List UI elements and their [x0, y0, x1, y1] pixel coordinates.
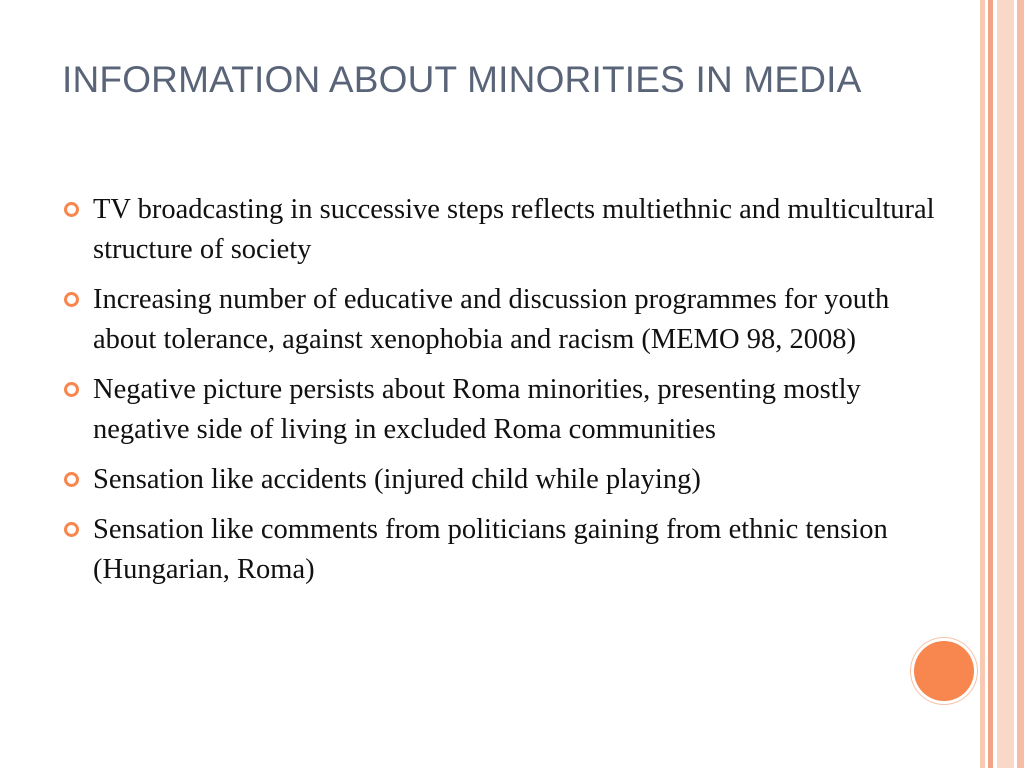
bullet-text: Increasing number of educative and discussion programmes for youth about tolerance, against xenophobia and racism (MEMO 98, 2008)	[93, 284, 890, 355]
bullet-item	[62, 370, 942, 450]
bullet-text: Sensation like accidents (injured child while playing)	[93, 464, 701, 495]
bullet-item	[62, 460, 942, 500]
ring-bullet-icon	[64, 382, 79, 397]
bullet-item	[62, 510, 942, 590]
ring-bullet-icon	[64, 472, 79, 487]
bullet-item	[62, 190, 942, 270]
decorative-stripe	[997, 0, 1014, 768]
bullet-item	[62, 280, 942, 360]
bullet-text: Sensation like comments from politicians gaining from ethnic tension (Hungarian, Roma)	[93, 514, 888, 585]
bullet-list	[62, 190, 942, 600]
orange-circle-decoration	[914, 641, 974, 701]
bullet-text: Negative picture persists about Roma minorities, presenting mostly negative side of living in excluded Roma communities	[93, 374, 861, 445]
ring-bullet-icon	[64, 292, 79, 307]
ring-bullet-icon	[64, 522, 79, 537]
slide-title: INFORMATION ABOUT MINORITIES IN MEDIA	[62, 59, 862, 100]
decorative-stripe	[1017, 0, 1024, 768]
ring-bullet-icon	[64, 202, 79, 217]
bullet-text: TV broadcasting in successive steps reflects multiethnic and multicultural structure of society	[93, 194, 935, 265]
